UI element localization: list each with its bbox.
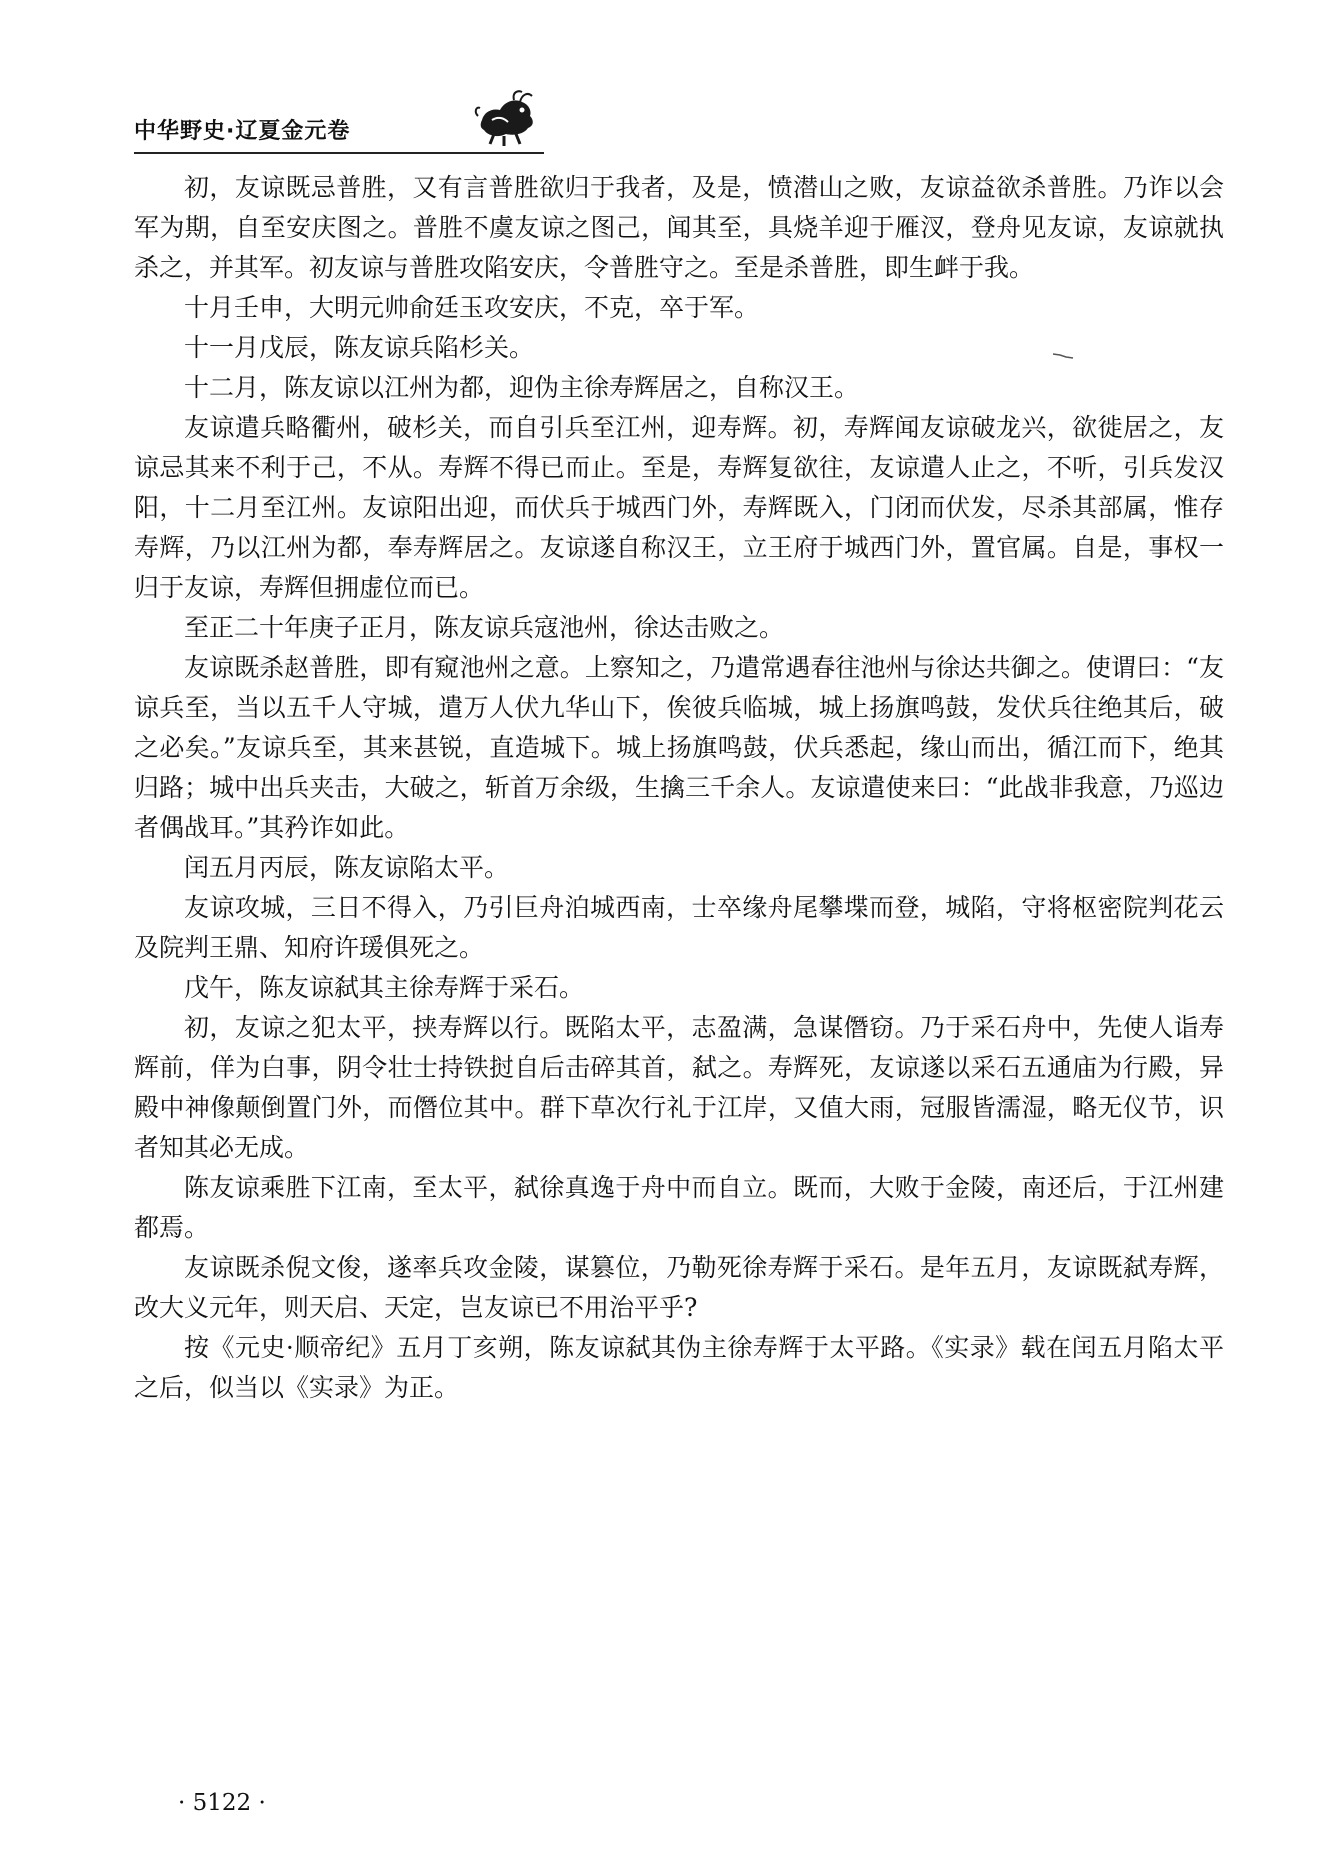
paragraph: 陈友谅乘胜下江南，至太平，弑徐真逸于舟中而自立。既而，大败于金陵，南还后，于江州建都焉。 [134,1173,1224,1242]
paragraph: 十二月，陈友谅以江州为都，迎伪主徐寿辉居之，自称汉王。 [184,373,860,402]
paragraph: 十月壬申，大明元帅俞廷玉攻安庆，不克，卒于军。 [184,293,760,322]
paragraph: 初，友谅之犯太平，挟寿辉以行。既陷太平，志盈满，急谋僭窃。乃于采石舟中，先使人诣寿辉前，佯为白事，阴令壮士持铁挝自后击碎其首，弑之。寿辉死，友谅遂以采石五通庙为行殿，异殿中神像颠倒置门外，而僭位其中。群下草次行礼于江岸，又值大雨，冠服皆濡湿，略无仪节，识者知其必无成。 [134,1013,1224,1162]
scan-speck [1052,346,1074,356]
paragraph: 友谅既杀赵普胜，即有窥池州之意。上察知之，乃遣常遇春往池州与徐达共御之。使谓曰：“友谅兵至，当以五千人守城，遣万人伏九华山下，俟彼兵临城，城上扬旗鸣鼓，发伏兵往绝其后，破之必矣。”友谅兵至，其来甚锐，直造城下。城上扬旗鸣鼓，伏兵悉起，缘山而出，循江而下，绝其归路；城中出兵夹击，大破之，斩首万余级，生擒三千余人。友谅遣使来曰：“此战非我意，乃巡边者偶战耳。”其矜诈如此。 [134,653,1224,842]
running-head-title: 中华野史·辽夏金元卷 [134,119,351,144]
paragraph: 按《元史·顺帝纪》五月丁亥朔，陈友谅弑其伪主徐寿辉于太平路。《实录》载在闰五月陷太平之后，似当以《实录》为正。 [134,1333,1224,1402]
paragraph: 友谅攻城，三日不得入，乃引巨舟泊城西南，士卒缘舟尾攀堞而登，城陷，守将枢密院判花云及院判王鼎、知府许瑗俱死之。 [134,893,1224,962]
paragraph: 十一月戊辰，陈友谅兵陷杉关。 [184,333,535,362]
paragraph: 友谅既杀倪文俊，遂率兵攻金陵，谋篡位，乃勒死徐寿辉于采石。是年五月，友谅既弑寿辉，改大义元年，则天启、天定，岂友谅已不用治平乎? [134,1253,1224,1322]
paragraph: 友谅遣兵略衢州，破杉关，而自引兵至江州，迎寿辉。初，寿辉闻友谅破龙兴，欲徙居之，友谅忌其来不利于己，不从。寿辉不得已而止。至是，寿辉复欲往，友谅遣人止之，不听，引兵发汉阳，十二月至江州。友谅阳出迎，而伏兵于城西门外，寿辉既入，门闭而伏发，尽杀其部属，惟存寿辉，乃以江州为都，奉寿辉居之。友谅遂自称汉王，立王府于城西门外，置官属。自是，事权一归于友谅，寿辉但拥虚位而已。 [134,413,1224,602]
paragraph: 至正二十年庚子正月，陈友谅兵寇池州，徐达击败之。 [184,613,785,642]
page-number: · 5122 · [178,1790,266,1816]
paragraph: 戊午，陈友谅弑其主徐寿辉于采石。 [184,973,585,1002]
page-header [134,100,554,160]
paragraph: 初，友谅既忌普胜，又有言普胜欲归于我者，及是，愤潜山之败，友谅益欲杀普胜。乃诈以会军为期，自至安庆图之。普胜不虞友谅之图己，闻其至，具烧羊迎于雁汊，登舟见友谅，友谅就执杀之，并其军。初友谅与普胜攻陷安庆，令普胜守之。至是杀普胜，即生衅于我。 [134,173,1224,282]
mythical-beast-emblem-icon [474,90,538,148]
header-divider [134,152,544,154]
paragraph: 闰五月丙辰，陈友谅陷太平。 [184,853,510,882]
